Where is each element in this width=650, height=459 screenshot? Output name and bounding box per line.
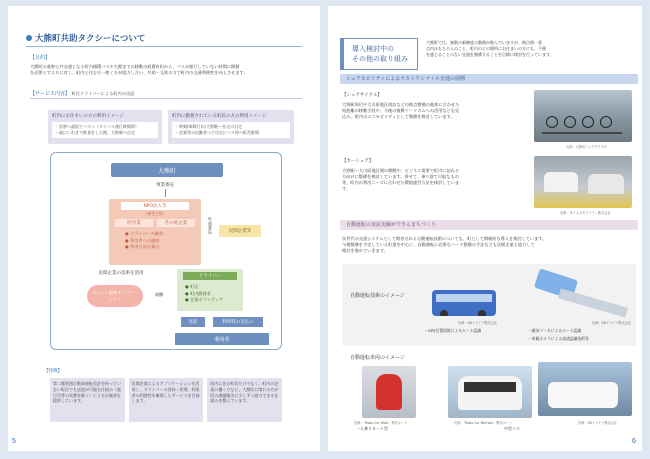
bus-illustration [432,290,496,316]
page-number-left: 5 [12,438,16,445]
left-page [8,6,320,451]
private-company-box: 民間企業等 [219,225,261,237]
auto-driving-band: 自動運転の実証実験ができるまちづくり [340,220,638,230]
vehicle-label-1: 一人乗りカート型 [356,426,388,431]
auto-text: 次世代の交通システムとして期待される自動運転技術についても、町として積極的な導入を検討しています。 今後整備を予定している町道を中心に、自動運転に必要なハード整備の手法なども民間企業と協力して 検討を進めていきます。 [342,236,547,253]
bullet-dot-icon [26,35,32,41]
transport-label: 送迎 [181,317,205,327]
business-usage-title: 町内に勤務されている町民の方の利用イメージ [172,114,267,119]
feature-row [50,378,282,422]
cart-photo [362,366,416,418]
outsource-label: 外部委託 [208,216,213,234]
feature-2: 民間企業によるアプリケーションを活用し、ドライバーの登録・管理、利用者の利便性を確保したサービスを目指します。 [129,378,204,422]
taxi-app-box: タクシー配車アプリケーション [87,285,143,307]
purpose-label: 【目的】 [30,55,51,61]
payment-label: 利用料の支払い [213,317,263,327]
right-heading-box: 導入検討中の その他の取り組み [340,38,418,70]
car-share-photo [534,156,632,208]
users-box: 利用者 [175,333,269,345]
resident-usage-box [48,110,162,144]
business-usage-box [168,110,294,144]
cycle-label: 【シェアサイクル】 [342,93,382,98]
service-rule [30,98,302,99]
arrow-line [165,189,166,197]
mid-bus-photo [538,362,632,416]
driver-box: ドライバー ● 町民 ● 町内勤務者 ● 企業ボランティア [177,269,243,311]
purpose-text: 大熊町の基幹公共交通となる町内循環バスや大熊までの移動の経費負担から、バスが運行していない時間に移動 を必要とする方に対し、町内と住む方一般く方が協力し合い、共助・互助の力で町内の交通利便性を向上させます。 [30,64,248,75]
vehicle-title: 自動運転車両のイメージ [350,355,405,361]
vehicle-caption-3: 出典：SBドライブ株式会社 [578,421,618,425]
tech-support-label: 民間企業の技術を活用 [98,271,144,276]
page-number-right: 6 [632,438,636,445]
vehicle-caption-2: 出典：「Robo Car MiniVan」株式ルート [454,421,513,425]
cycle-text: 大野駅周辺や大川原地区商店などの拠点整備の進捗に合わせた 短距離の移動手段や、今後の復興ツーリズムへの活用なども見 込み、町内のエコモビリティとして整備を検討しています。 [342,102,460,119]
reward-label: 報酬 [155,292,163,297]
feature-1: 第二種普通自動車運転免許を持っていない町民でも送迎が可能な仕組み（旅行代等の実費を除く）による伝統命を提供しています。 [50,378,125,422]
minivan-photo [448,366,532,418]
car-text: 大野駅～大川原地区間の移動や、ビジネス需要で町内に訪れる 方向けに整備を検討しています。併せて、乗り捨て可能なもの 等、町内の利用ニーズに合わせた環境運営方法を検討していま す。 [342,168,460,191]
right-page [328,6,642,451]
vehicle-label-2: 中型バス [504,426,520,431]
commission-label: 事業委託 [156,183,174,188]
feature-3: 町内に住む町民だけでなく、町内の企業に働く方など、大熊町に関わる方が町の課題解決に少しずつ協力できる仕組みを整えています。 [207,378,282,422]
npo-box: NPO法人等 （運営主体） 町内業 その他企業 ● ドライバーの確保 ● 利用者への連絡 ● 利用方法の案内 [109,199,201,265]
vehicle-caption-1: 出典：「Robo Car Walk」株式ルート [354,421,408,425]
service-diagram [50,152,282,350]
car-caption: 出典：タイムズモビリティ株式会社 [560,211,611,215]
tech-item-1: ・GPS位置情報によるルート認識 [424,328,482,333]
business-usage-items: ・時刻(車移行)の大野駅～社宅の自宅 ・企業等の出勤者つで自宅にバス停へ町営駐場 [172,122,290,138]
town-box: 大熊町 [111,163,223,177]
share-mobility-band: シェアモビリティによるラストワンマイル交通の展開 [340,74,638,84]
heading-note: 大熊町では、複数の新制度の整備が進んでいますが、拠点間・重 点内ほもちろんのこと、町内のどの場所にお住まいの方にも、不便 を感じることのない交通を整備することを目標に検討を行っています。 [426,40,554,57]
share-cycle-photo [534,90,632,142]
tech-title: 自動運転技術のイメージ [350,293,405,299]
resident-usage-title: 町内にお住まいの方の利用イメージ [52,114,124,119]
tech-item-2: ・磁気マーカによるルート認識 [528,328,582,333]
title-rule [26,46,302,47]
car-label: 【カーシェア】 [342,159,374,164]
tech-item-3: ・車載カメラによる高速認識技術等 [528,336,589,341]
tech-caption-2: 出典：SBドライブ株式会社 [592,321,632,325]
page-title: 大熊町共助タクシーについて [26,32,145,44]
feature-label: 【特徴】 [44,369,62,374]
resident-usage-items: ・診察へ最短でバスへ（タイバス運行時間帯） ・現にいわきで飲食をした後、大野駅へ自宅 [52,122,158,138]
npo-roles: ● ドライバーの確保 ● 利用者への連絡 ● 利用方法の案内 [125,231,164,249]
driver-items: ● 町民 ● 町内勤務者 ● 企業ボランティア [185,284,224,302]
service-label: 【サービス内容】 町民ドライバーによる町内の送迎 [30,91,135,97]
tech-caption: 出典：SBドライブ株式会社 [458,321,498,325]
cycle-caption: 写真：大熊町シェアサイクル [566,145,607,149]
